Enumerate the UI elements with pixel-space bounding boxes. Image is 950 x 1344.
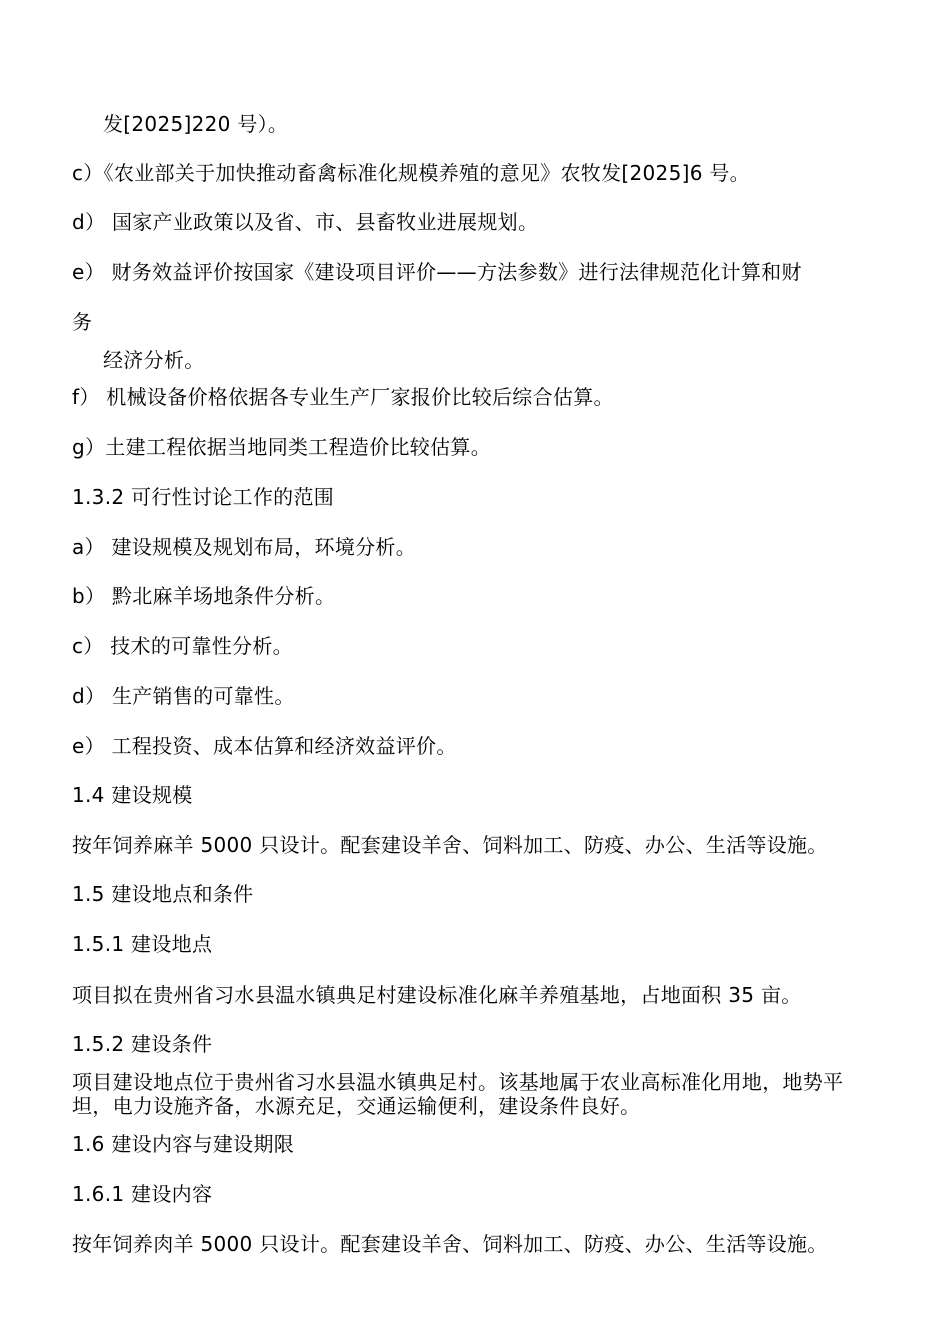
text-line: 经济分析。 [103, 348, 205, 372]
paragraph: 按年饲养麻羊 5000 只设计。配套建设羊舍、饲料加工、防疫、办公、生活等设施。 [72, 833, 828, 857]
list-item-d: d） 生产销售的可靠性。 [72, 684, 295, 708]
text-line: 发[2025]220 号）。 [103, 112, 289, 136]
list-item-f: f） 机械设备价格依据各专业生产厂家报价比较后综合估算。 [72, 385, 614, 409]
section-heading: 1.5.2 建设条件 [72, 1032, 213, 1056]
list-item-g: g）土建工程依据当地同类工程造价比较估算。 [72, 435, 491, 459]
paragraph: 项目拟在贵州省习水县温水镇典足村建设标准化麻羊养殖基地，占地面积 35 亩。 [72, 983, 802, 1007]
paragraph: 项目建设地点位于贵州省习水县温水镇典足村。该基地属于农业高标准化用地，地势平坦，电力设施齐备，水源充足，交通运输便利，建设条件良好。 [72, 1070, 844, 1118]
list-item-e: e） 工程投资、成本估算和经济效益评价。 [72, 734, 457, 758]
list-item-b: b） 黔北麻羊场地条件分析。 [72, 584, 336, 608]
section-heading: 1.6.1 建设内容 [72, 1182, 213, 1206]
list-item-d: d） 国家产业政策以及省、市、县畜牧业进展规划。 [72, 210, 539, 234]
list-item-c: c）《农业部关于加快推动畜禽标准化规模养殖的意见》农牧发[2025]6 号。 [72, 161, 750, 185]
section-heading: 1.5 建设地点和条件 [72, 882, 254, 906]
list-item-e: e） 财务效益评价按国家《建设项目评价——方法参数》进行法律规范化计算和财 [72, 260, 802, 284]
text-line: 务 [72, 310, 93, 334]
section-heading: 1.4 建设规模 [72, 783, 193, 807]
section-heading: 1.3.2 可行性讨论工作的范围 [72, 485, 335, 509]
section-heading: 1.5.1 建设地点 [72, 932, 213, 956]
section-heading: 1.6 建设内容与建设期限 [72, 1132, 295, 1156]
list-item-a: a） 建设规模及规划布局，环境分析。 [72, 535, 417, 559]
list-item-c: c） 技术的可靠性分析。 [72, 634, 293, 658]
paragraph: 按年饲养肉羊 5000 只设计。配套建设羊舍、饲料加工、防疫、办公、生活等设施。 [72, 1232, 828, 1256]
